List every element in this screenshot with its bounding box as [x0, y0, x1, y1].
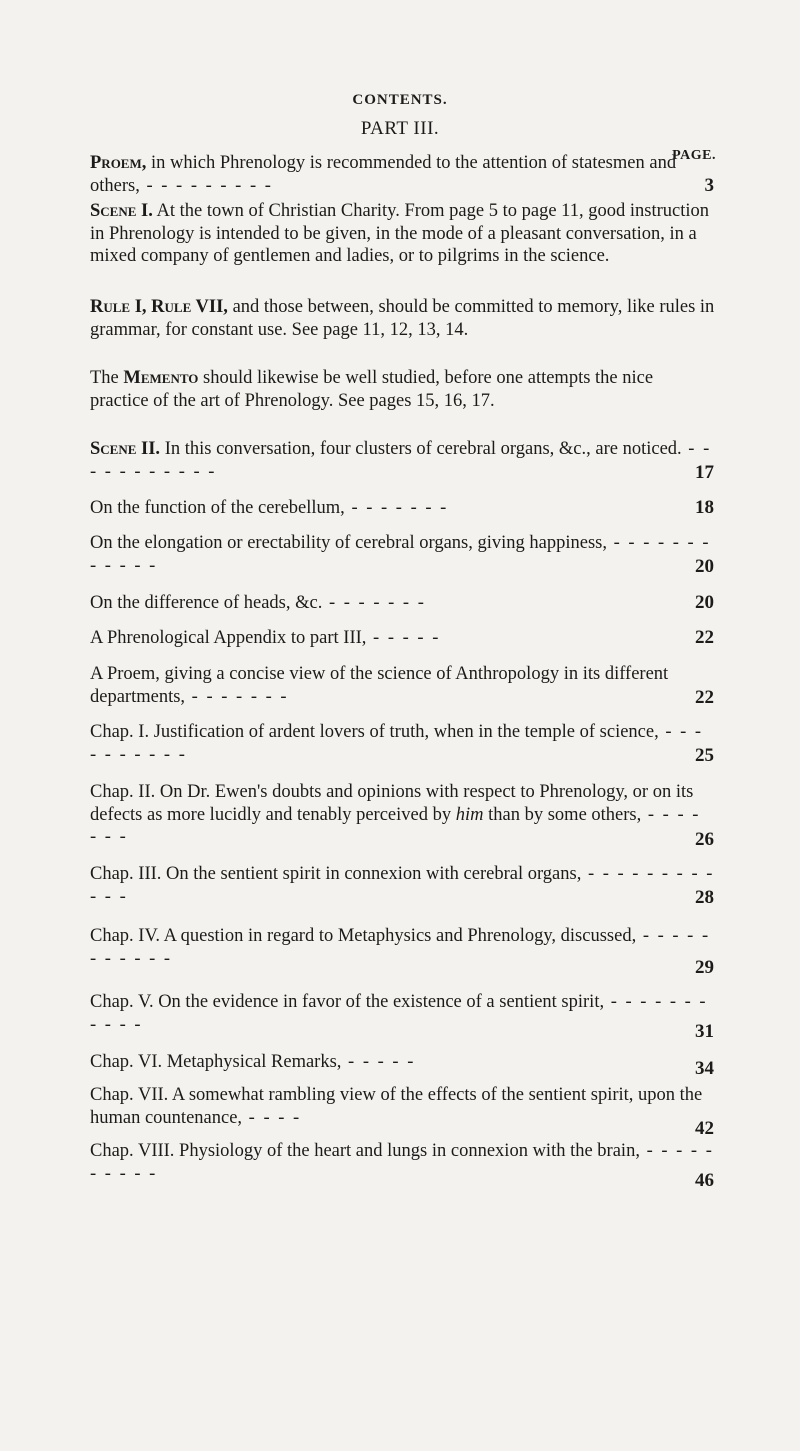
toc-entry-chap-3	[90, 863, 715, 908]
toc-entry-chap-6	[90, 1051, 715, 1074]
leader-dots: - - - - -	[341, 1052, 416, 1072]
page-number: 34	[695, 1058, 714, 1079]
toc-entry-proem	[90, 152, 715, 197]
entry-lead: Scene I.	[90, 201, 153, 221]
entry-text: Chap. II. On Dr. Ewen's doubts and opinions with respect to Phrenology, or on its defects as more lucidly and tenably perceived by	[90, 782, 694, 825]
toc-entry-scene-2	[90, 438, 715, 483]
page-number: 18	[695, 497, 714, 518]
leader-dots: - - - - - - - - - - - -	[90, 533, 711, 576]
entry-text: In this conversation, four clusters of cerebral organs, &c., are noticed.	[160, 439, 682, 459]
entry-text: than by some others,	[483, 804, 642, 825]
leader-dots: - - - - - - -	[185, 686, 289, 707]
entry-lead: Memento	[123, 368, 199, 388]
leader-dots: - - - - -	[366, 628, 441, 648]
leader-dots: - - - - - - - - - - - -	[90, 864, 715, 907]
entry-lead: Rule I, Rule VII,	[90, 297, 228, 317]
leader-dots: - - - - - - - - - - -	[90, 439, 712, 482]
part-title: PART III.	[360, 118, 440, 139]
page-number: 22	[695, 627, 714, 648]
entry-text: Chap. VI. Metaphysical Remarks,	[90, 1052, 342, 1072]
entry-text: Chap. V. On the evidence in favor of the existence of a sentient spirit,	[90, 992, 605, 1012]
page-number: 42	[695, 1118, 714, 1139]
toc-entry-rules	[90, 296, 715, 341]
toc-entry-chap-8	[90, 1140, 715, 1185]
toc-entry	[90, 627, 715, 650]
entry-text: Chap. VIII. Physiology of the heart and lungs in connexion with the brain,	[90, 1141, 640, 1161]
page-column-label: PAGE.	[672, 148, 716, 163]
leader-dots: - - - - - - - - - - -	[90, 926, 711, 969]
entry-text: On the difference of heads, &c.	[90, 593, 323, 613]
toc-entry	[90, 592, 715, 615]
leader-dots: - - - - - - -	[344, 498, 449, 518]
toc-entry-chap-5	[90, 991, 715, 1036]
page-number: 28	[695, 887, 714, 908]
page-number: 20	[695, 592, 714, 613]
toc-entry-chap-7	[90, 1084, 715, 1129]
leader-dots: - - - - - - - - - -	[90, 722, 704, 765]
entry-text: and those between, should be committed to memory, like rules in grammar, for constant use. See page 11, 12, 13, 14.	[90, 297, 715, 340]
toc-entry-chap-4	[90, 925, 715, 970]
leader-dots: - - - - - - - - - -	[90, 1141, 714, 1184]
page-number: 26	[695, 829, 714, 850]
entry-emphasis: him	[455, 804, 484, 825]
entry-text: Chap. VII. A somewhat rambling view of the effects of the sentient spirit, upon the human countenance,	[90, 1085, 703, 1128]
running-head: CONTENTS.	[352, 92, 448, 108]
leader-dots: - - - -	[242, 1107, 302, 1128]
page-number: 29	[695, 957, 714, 978]
page-number: 31	[695, 1021, 714, 1042]
page-number: 25	[695, 745, 714, 766]
entry-text: should likewise be well studied, before one attempts the nice practice of the art of Phrenology. See pages 15, 16, 17.	[90, 368, 654, 411]
toc-entry-scene-1	[90, 200, 715, 268]
entry-pre: The	[90, 368, 124, 388]
entry-text: At the town of Christian Charity. From page 5 to page 11, good instruction in Phrenology is intended to be given, in the mode of a pleasant conversation, in a mixed company of gentlemen and ladies, or to pilgrims in the science.	[90, 201, 709, 267]
leader-dots: - - - - - - -	[90, 804, 701, 848]
toc-entry-chap-2	[90, 781, 715, 849]
entry-text: in which Phrenology is recommended to the attention of statesmen and others,	[90, 153, 677, 196]
entry-text: On the function of the cerebellum,	[90, 498, 345, 518]
page-number: 3	[704, 175, 714, 196]
page-number: 20	[695, 556, 714, 577]
page-number: 46	[695, 1170, 714, 1191]
page-number: 17	[695, 462, 714, 483]
leader-dots: - - - - - - - - - - -	[90, 992, 708, 1035]
entry-text: On the elongation or erectability of cerebral organs, giving happiness,	[90, 533, 607, 553]
leader-dots: - - - - - - -	[322, 593, 426, 613]
leader-dots: - - - - - - - - -	[139, 175, 273, 196]
entry-lead: Scene II.	[90, 439, 161, 459]
toc-entry	[90, 532, 715, 577]
toc-entry-chap-1	[90, 721, 715, 766]
toc-entry	[90, 663, 715, 708]
page-number: 22	[695, 687, 714, 708]
entry-lead: Proem,	[90, 153, 147, 173]
entry-text: Chap. I. Justification of ardent lovers of truth, when in the temple of science,	[90, 722, 659, 742]
entry-text: A Phrenological Appendix to part III,	[90, 628, 367, 648]
entry-text: A Proem, giving a concise view of the science of Anthropology in its different departments,	[90, 664, 669, 707]
entry-text: Chap. IV. A question in regard to Metaphysics and Phrenology, discussed,	[90, 926, 637, 946]
toc-entry	[90, 497, 715, 520]
entry-text: Chap. III. On the sentient spirit in connexion with cerebral organs,	[90, 864, 582, 884]
toc-entry-memento	[90, 367, 715, 412]
